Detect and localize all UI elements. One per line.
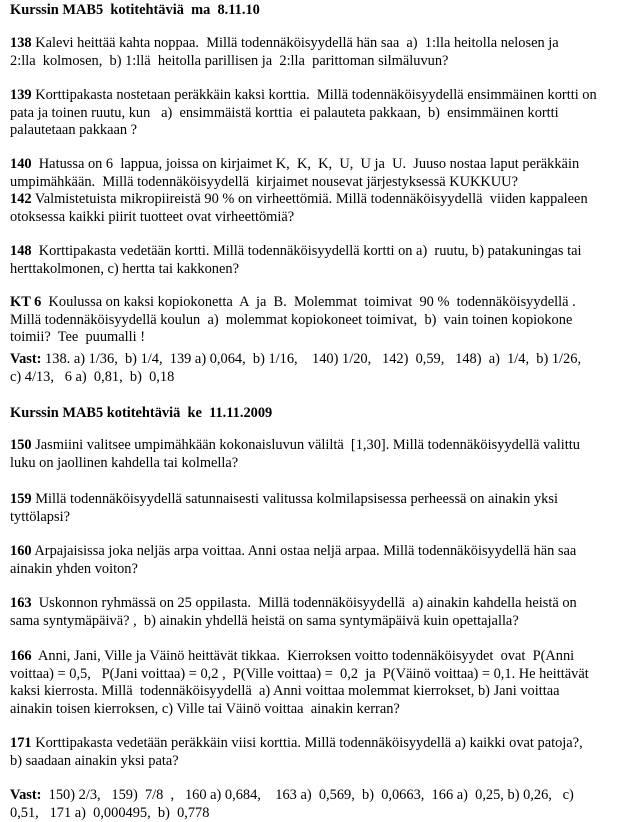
problem-text-line: Korttipakasta vedetään kortti. Millä todennäköisyydellä kortti on a) ruutu, b) patakuningas tai [31,243,582,259]
answers-text-line: 150) 2/3, 159) 7/8 , 160 a) 0,684, 163 a) 0,569, b) 0,0663, 166 a) 0,25, b) 0,26, c) [41,787,574,803]
problem-150 [10,437,634,472]
problem-text-line: tyttölapsi? [10,508,70,525]
problem-text-line: herttakolmonen, c) hertta tai kakkonen? [10,260,239,277]
section-2-heading: Kurssin MAB5 kotitehtäviä ke 11.11.2009 [10,405,273,421]
problem-number: 142 [10,191,32,207]
problem-text-line: Korttipakasta vedetään peräkkäin viisi korttia. Millä todennäköisyydellä a) kaikki ovat patoja?, [31,735,583,751]
problem-text-line: Anni, Jani, Ville ja Väinö heittävät tikkaa. Kierroksen voitto todennäköisyydet ovat P(Anni [31,648,575,664]
problem-text-line: ainakin yhden voiton? [10,560,138,577]
problem-166 [10,648,634,718]
problem-number: 138 [10,35,32,51]
problem-140 [10,156,634,191]
problem-text-line: Arpajaisissa joka neljäs arpa voittaa. Anni ostaa neljä arpaa. Millä todennäköisyydellä hän saa [31,543,577,559]
answers-text-line: c) 4/13, 6 a) 0,81, b) 0,18 [10,368,175,385]
answers-section-2 [10,787,634,822]
problem-number: 166 [10,648,32,664]
problem-text-line: Valmistetuista mikropiireistä 90 % on virheettömiä. Millä todennäköisyydellä viiden kappaleen [31,191,588,207]
answers-label: Vast: [10,787,42,803]
answers-label: Vast: [10,351,42,367]
problem-text-line: Jasmiini valitsee umpimähkään kokonaisluvun väliltä [1,30]. Millä todennäköisyydellä valittu [31,437,580,453]
problem-text-line: b) saadaan ainakin yksi pata? [10,752,179,769]
problem-text-line: ainakin toisen kierroksen, c) Ville tai Väinö voittaa ainakin kerran? [10,700,400,717]
problem-159 [10,491,634,526]
problem-160 [10,543,634,578]
problem-text-line: Hatussa on 6 lappua, joissa on kirjaimet K, K, K, U, U ja U. Juuso nostaa laput peräkkäin [31,156,580,172]
problem-text-line: luku on jaollinen kahdella tai kolmella? [10,454,239,471]
problem-number: 139 [10,87,32,103]
problem-text-line: palautetaan pakkaan ? [10,122,138,139]
problem-kt6 [10,294,634,347]
problem-number: 148 [10,243,32,259]
problem-text-line: Millä todennäköisyydellä koulun a) molemmat kopiokoneet toimivat, b) vain toinen kopiokone [10,311,573,328]
problem-163 [10,595,634,630]
problem-text-line: kaksi kierrosta. Millä todennäköisyydellä a) Anni voittaa molemmat kierrokset, b) Jani voittaa [10,683,560,700]
problem-number: KT 6 [10,294,42,310]
problem-text-line: toimii? Tee puumalli ! [10,329,146,346]
problem-number: 171 [10,735,32,751]
problem-number: 159 [10,491,32,507]
problem-text-line: Korttipakasta nostetaan peräkkäin kaksi korttia. Millä todennäköisyydellä ensimmäinen kortti on [31,87,597,103]
problem-text-line: pata ja toinen ruutu, kun a) ensimmäistä korttia ei palauteta pakkaan, b) ensimmäinen kortti [10,104,559,121]
problem-171 [10,735,634,770]
problem-text-line: Uskonnon ryhmässä on 25 oppilasta. Millä todennäköisyydellä a) ainakin kahdella heistä on [31,595,577,611]
problem-text-line: umpimähkään. Millä todennäköisyydellä kirjaimet nousevat järjestyksessä KUKKUU? [10,173,518,190]
problem-number: 163 [10,595,32,611]
problem-139 [10,87,634,140]
problem-text-line: voittaa) = 0,5, P(Jani voittaa) = 0,2 , P(Ville voittaa) = 0,2 ja P(Väinö voittaa) = 0,1. He heittävät [10,665,589,682]
problem-text-line: Millä todennäköisyydellä satunnaisesti valitussa kolmilapsisessa perheessä on ainakin yksi [31,491,558,507]
problem-number: 160 [10,543,32,559]
problem-148 [10,243,634,278]
problem-text-line: sama syntymäpäivä? , b) ainakin yhdellä heistä on sama syntymäpäivä kuin opettajalla? [10,612,519,629]
section-1-heading: Kurssin MAB5 kotitehtäviä ma 8.11.10 [10,2,260,18]
problem-142 [10,191,634,226]
problem-number: 140 [10,156,32,172]
answers-text-line: 138. a) 1/36, b) 1/4, 139 a) 0,064, b) 1/16, 140) 1/20, 142) 0,59, 148) a) 1/4, b) 1/26, [41,351,582,367]
problem-text-line: otoksessa kaikki piirit tuotteet ovat virheettömiä? [10,208,295,225]
problem-138 [10,35,634,70]
problem-text-line: Koulussa on kaksi kopiokonetta A ja B. Molemmat toimivat 90 % todennäköisyydellä . [41,294,576,310]
problem-text-line: 2:lla kolmosen, b) 1:llä heitolla parillisen ja 2:lla parittoman silmäluvun? [10,52,449,69]
problem-text-line: Kalevi heittää kahta noppaa. Millä todennäköisyydellä hän saa a) 1:lla heitolla nelosen ja [31,35,559,51]
answers-text-line: 0,51, 171 a) 0,000495, b) 0,778 [10,804,210,821]
answers-section-1 [10,351,634,386]
problem-number: 150 [10,437,32,453]
